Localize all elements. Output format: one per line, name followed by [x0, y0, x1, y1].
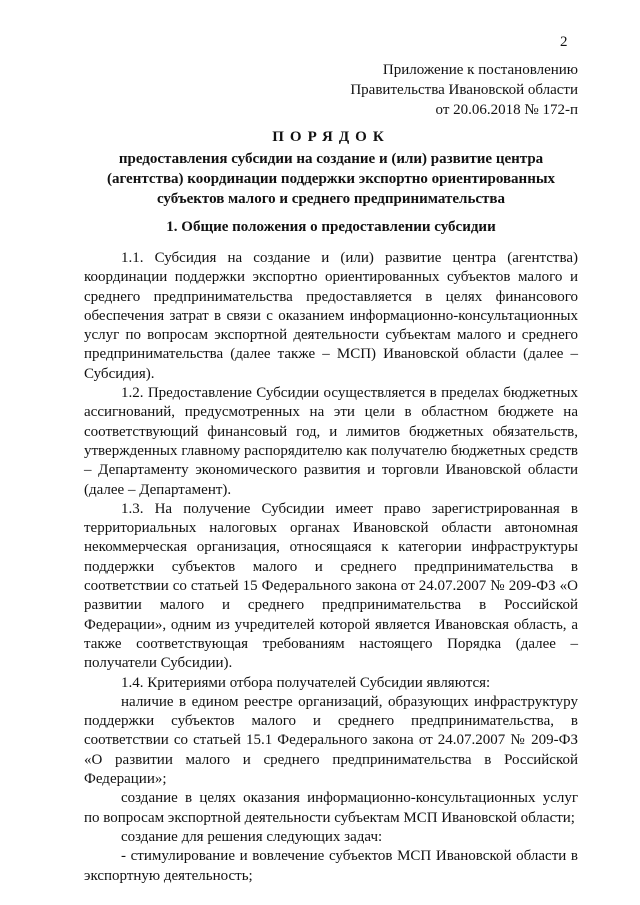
paragraph: 1.4. Критериями отбора получателей Субсидии являются: — [121, 674, 491, 691]
paragraph: 1.1. Субсидия на создание и (или) развитие центра (агентства) координации поддержки экспортно ориентированных субъектов малого и среднего предпринимательства предоставляется в целях финансового обеспечения затрат в связи с оказанием информационно-консультационных услуг по вопросам экспортной деятельности субъектам малого и среднего предпринимательства (далее также – МСП) Ивановской области (далее – Субсидия). — [84, 250, 578, 382]
appendix-line: Приложение к постановлению — [382, 62, 578, 78]
appendix-line: Правительства Ивановской области — [350, 82, 578, 98]
paragraph: 1.3. На получение Субсидии имеет право зарегистрированная в территориальных налоговых органах Ивановской области автономная некоммерческая организация, относящаяся к категории инфраструктуры поддержки субъектов малого и среднего предпринимательства в соответствии со статьей 15 Федерального закона от 24.07.2007 № 209-ФЗ «О развитии малого и среднего предпринимательства в Российской Федерации», одним из учредителей которой является Ивановская область, а также соответствующая требованиям настоящего Порядка (далее – получатели Субсидии). — [84, 500, 578, 672]
appendix-block — [350, 60, 578, 120]
document-subtitle: предоставления субсидии на создание и (или) развитие центра (агентства) координации поддержки экспортно ориентированных субъектов малого и среднего предпринимательства — [106, 151, 556, 207]
paragraph: наличие в едином реестре организаций, образующих инфраструктуру поддержки субъектов малого и среднего предпринимательства, в соответствии со статьей 15.1 Федерального закона от 24.07.2007 № 209-ФЗ «О развитии малого и среднего предпринимательства в Российской Федерации»; — [84, 693, 578, 788]
document-body — [84, 249, 578, 886]
paragraph: 1.2. Предоставление Субсидии осуществляется в пределах бюджетных ассигнований, предусмотренных на эти цели в областном бюджете на соответствующий финансовый год, и лимитов бюджетных обязательств, утвержденных главному распорядителю как получателю бюджетных средств – Департаменту экономического развития и торговли Ивановской области (далее – Департамент). — [84, 385, 578, 498]
paragraph: - стимулирование и вовлечение субъектов МСП Ивановской области в экспортную деятельность; — [84, 848, 578, 884]
appendix-line: от 20.06.2018 № 172-п — [435, 102, 578, 118]
paragraph: создание для решения следующих задач: — [121, 828, 383, 845]
page-number: 2 — [560, 34, 568, 50]
document-title: ПОРЯДОК — [272, 129, 390, 145]
paragraph: создание в целях оказания информационно-консультационных услуг по вопросам экспортной деятельности субъектам МСП Ивановской области; — [84, 790, 578, 826]
section-heading: 1. Общие положения о предоставлении субсидии — [166, 219, 496, 235]
